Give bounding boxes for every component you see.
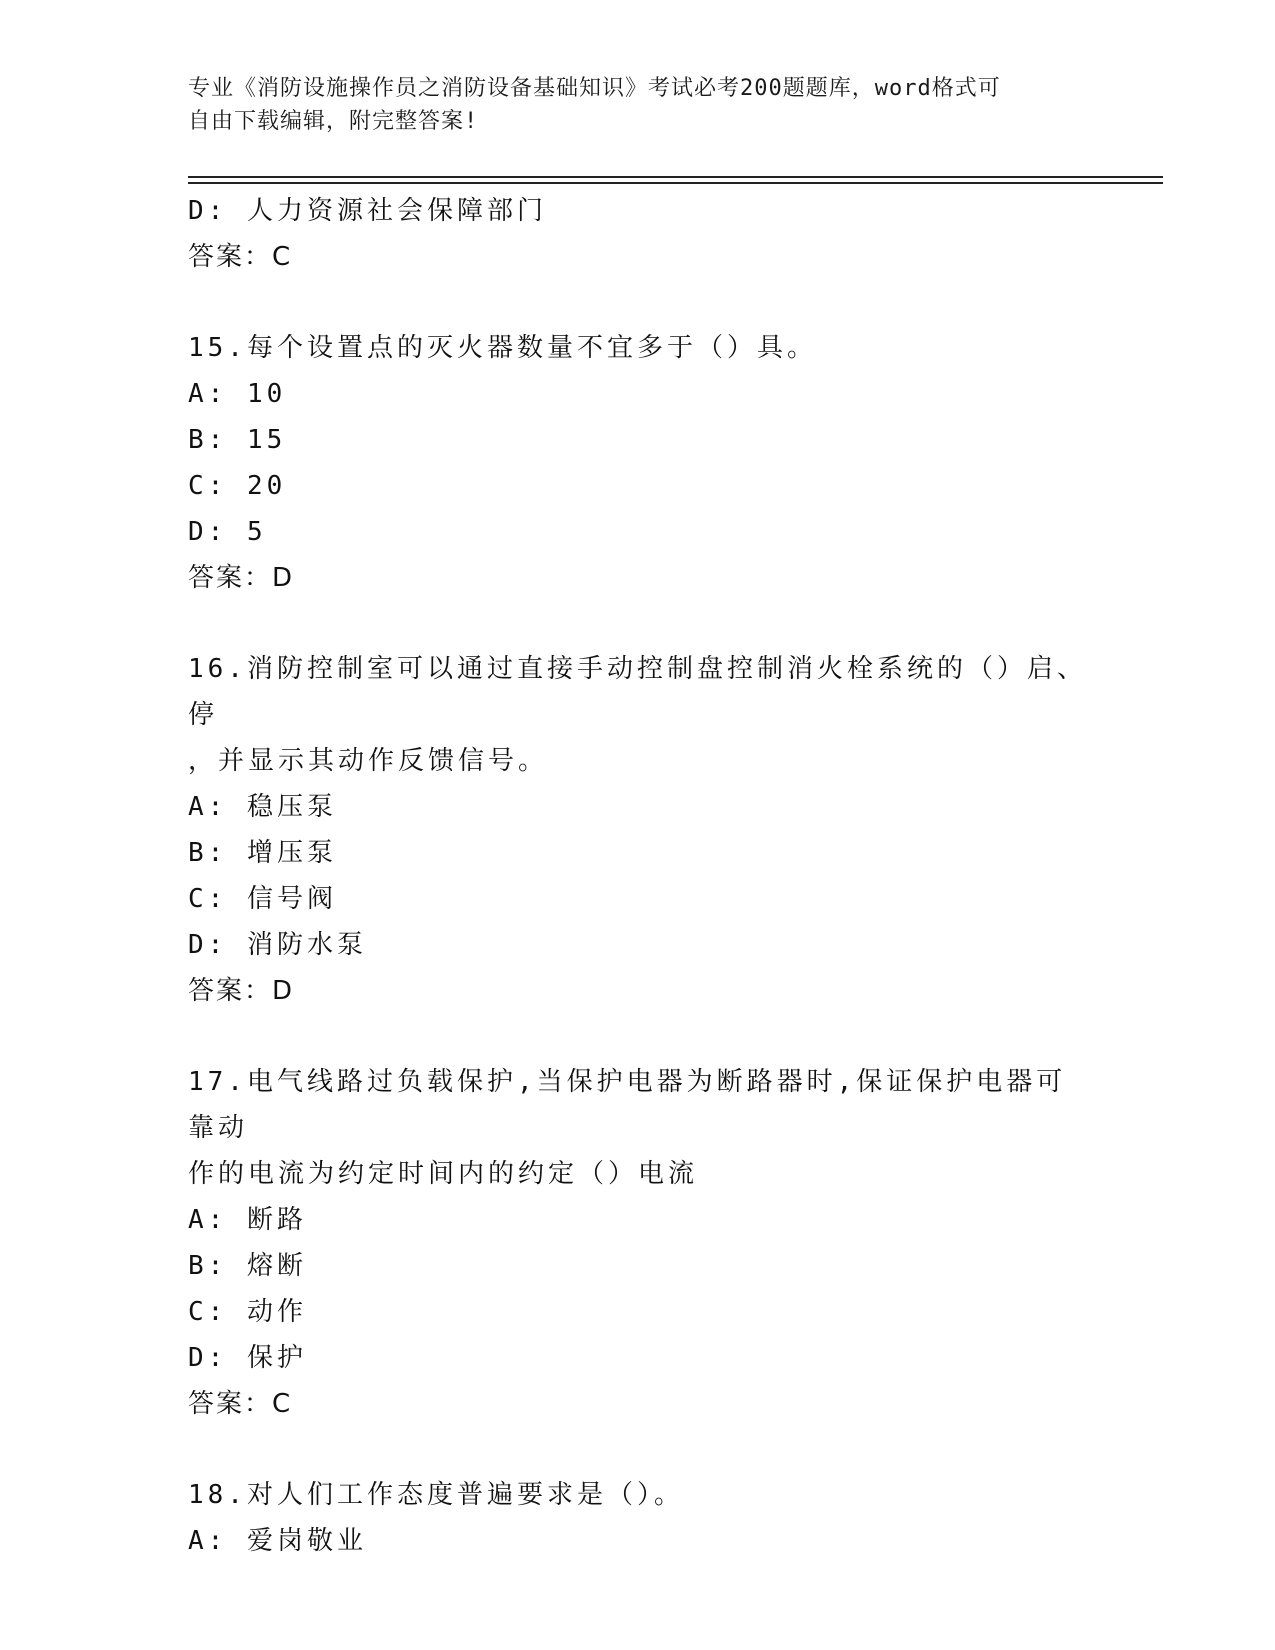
option-d: D: 人力资源社会保障部门 xyxy=(188,196,547,226)
option-b: B: 增压泵 xyxy=(188,838,337,868)
header-divider-bottom xyxy=(188,182,1163,184)
option-d: D: 消防水泵 xyxy=(188,930,367,960)
option-d: D: 保护 xyxy=(188,1343,307,1373)
question-18 xyxy=(188,1472,1088,1564)
option-b: B: 15 xyxy=(188,425,287,455)
question-stem-line: ，并显示其动作反馈信号。 xyxy=(188,746,549,776)
question-15 xyxy=(188,325,1088,601)
question-stem-line: 作的电流为约定时间内的约定（）电流 xyxy=(188,1159,699,1189)
header-line-2: 自由下载编辑，附完整答案! xyxy=(188,109,479,134)
answer-line: 答案：D xyxy=(188,563,295,593)
question-16 xyxy=(188,646,1088,1014)
answer-line: 答案：C xyxy=(188,1389,293,1419)
option-a: A: 爱岗敬业 xyxy=(188,1526,367,1556)
question-17 xyxy=(188,1059,1088,1427)
question-content xyxy=(188,188,1088,1564)
option-a: A: 稳压泵 xyxy=(188,792,337,822)
carryover-block xyxy=(188,188,1088,280)
question-stem xyxy=(188,325,1088,371)
document-header xyxy=(188,72,1088,138)
option-a: A: 断路 xyxy=(188,1205,307,1235)
option-d: D: 5 xyxy=(188,517,267,547)
question-stem-line: 18.对人们工作态度普遍要求是（）。 xyxy=(188,1480,684,1510)
option-c: C: 信号阀 xyxy=(188,884,337,914)
answer-line: 答案：D xyxy=(188,976,295,1006)
header-divider-top xyxy=(188,176,1163,178)
option-c: C: 20 xyxy=(188,471,287,501)
question-stem xyxy=(188,1059,1088,1197)
answer-line: 答案：C xyxy=(188,242,293,272)
question-stem-line: 17.电气线路过负载保护,当保护电器为断路器时,保证保护电器可靠动 xyxy=(188,1067,1067,1143)
option-c: C: 动作 xyxy=(188,1297,307,1327)
question-stem xyxy=(188,646,1088,784)
question-stem-line: 16.消防控制室可以通过直接手动控制盘控制消火栓系统的（）启、停 xyxy=(188,654,1087,730)
question-stem-line: 15.每个设置点的灭火器数量不宜多于（）具。 xyxy=(188,333,817,363)
option-b: B: 熔断 xyxy=(188,1251,307,1281)
option-a: A: 10 xyxy=(188,379,287,409)
header-line-1: 专业《消防设施操作员之消防设备基础知识》考试必考200题题库，word格式可 xyxy=(188,76,1001,101)
question-stem xyxy=(188,1472,1088,1518)
